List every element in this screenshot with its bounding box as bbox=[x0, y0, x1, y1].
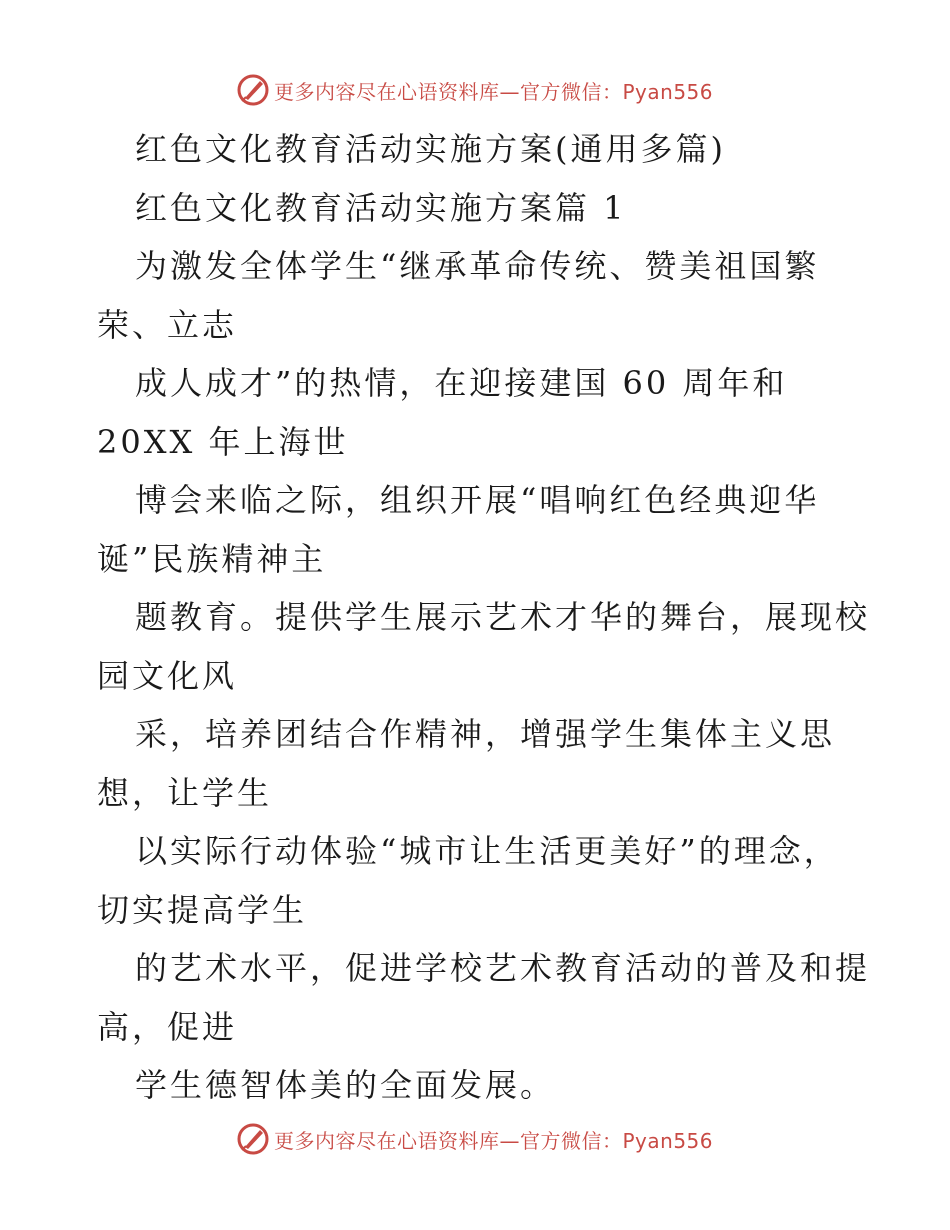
quill-logo-icon bbox=[236, 73, 270, 107]
paragraph-line: 园文化风 bbox=[97, 656, 238, 695]
section-heading: 红色文化教育活动实施方案篇 1 bbox=[135, 188, 627, 227]
paragraph-line: 题教育。提供学生展示艺术才华的舞台，展现校 bbox=[135, 598, 871, 636]
document-body bbox=[97, 120, 897, 1115]
quill-logo-icon bbox=[236, 1122, 270, 1156]
header-banner-text: 更多内容尽在心语资料库—官方微信：Pyan556 bbox=[274, 79, 714, 104]
header-banner bbox=[236, 72, 713, 108]
paragraph-line: 采，培养团结合作精神，增强学生集体主义思 bbox=[135, 715, 836, 753]
document-title: 红色文化教育活动实施方案(通用多篇) bbox=[135, 130, 726, 168]
footer-banner bbox=[236, 1121, 713, 1157]
paragraph-line: 为激发全体学生“继承革命传统、赞美祖国繁 bbox=[135, 247, 820, 285]
paragraph-line: 诞”民族精神主 bbox=[97, 539, 327, 578]
footer-banner-text: 更多内容尽在心语资料库—官方微信：Pyan556 bbox=[274, 1128, 714, 1153]
paragraph-line: 20XX 年上海世 bbox=[97, 422, 349, 461]
paragraph-line: 想，让学生 bbox=[97, 773, 273, 812]
paragraph-line: 荣、立志 bbox=[97, 305, 238, 344]
paragraph-line: 博会来临之际，组织开展“唱响红色经典迎华 bbox=[135, 481, 820, 519]
paragraph-line: 切实提高学生 bbox=[97, 890, 308, 929]
paragraph-line: 的艺术水平，促进学校艺术教育活动的普及和提 bbox=[135, 949, 871, 987]
paragraph-line: 高，促进 bbox=[97, 1007, 238, 1046]
paragraph-line: 成人成才”的热情，在迎接建国 60 周年和 bbox=[135, 364, 788, 402]
paragraph-line: 以实际行动体验“城市让生活更美好”的理念， bbox=[135, 832, 839, 870]
paragraph-line: 学生德智体美的全面发展。 bbox=[135, 1066, 556, 1104]
